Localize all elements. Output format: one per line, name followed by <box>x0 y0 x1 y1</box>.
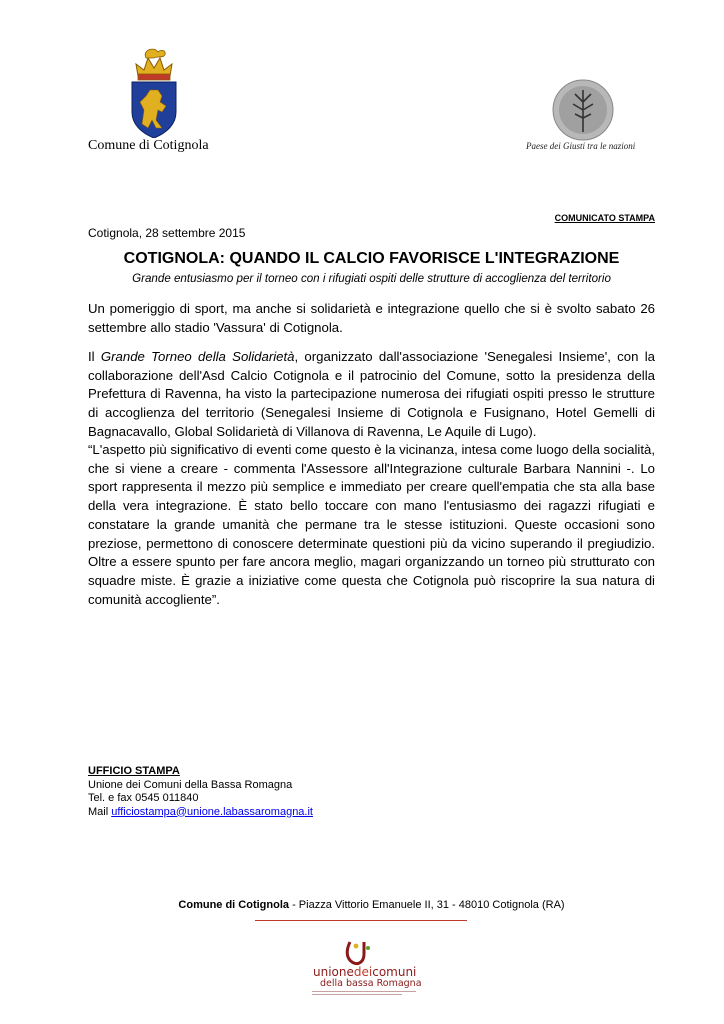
press-office-block <box>88 765 313 819</box>
cotignola-crest-logo <box>128 46 180 138</box>
tournament-name: Grande Torneo della Solidarietà <box>100 349 295 364</box>
press-office-mail-label: Mail <box>88 805 112 818</box>
press-office-title: UFFICIO STAMPA <box>88 765 180 777</box>
subheadline: Grande entusiasmo per il torneo con i rifugiati ospiti delle strutture di accoglienza del territorio <box>132 272 611 285</box>
dateline: Cotignola, 28 settembre 2015 <box>88 226 246 240</box>
unione-logo-text-bottom: della bassa Romagna <box>320 978 422 989</box>
para2-text: , organizzato dall'associazione 'Senegalesi Insieme', con la collaborazione dell'Asd Calcio Cotignola e il patrocinio del Comune, sotto la presidenza della Prefettura di Ravenna, ha visto la partecipazione numerosa dei rifugiati ospiti presso le strutture di accoglienza del territorio (Senegalesi Insieme di Cotignola e Fusignano, Hotel Gemelli di Bagnacavallo, Global Solidarietà di Villanova di Ravenna, Le Aquile di Lugo). <box>88 349 655 439</box>
dei-word: dei <box>353 965 373 979</box>
body-paragraph-1: Un pomeriggio di sport, ma anche si solidarietà e integrazione quello che si è svolto sabato 26 settembre allo stadio 'Vassura' di Cotignola. <box>88 301 655 335</box>
footer-divider <box>255 920 467 921</box>
comune-name: Comune di Cotignola <box>88 138 209 153</box>
press-office-email-link[interactable]: ufficiostampa@unione.labassaromagna.it <box>111 805 313 818</box>
unione-word: unione <box>313 965 354 979</box>
press-office-org: Unione dei Comuni della Bassa Romagna <box>88 778 293 791</box>
comuni-word: comuni <box>372 965 417 979</box>
para2-prefix: Il <box>88 349 101 364</box>
footer-address <box>88 899 655 911</box>
body-paragraph-2 <box>88 348 655 442</box>
giusti-medal-logo <box>548 78 618 142</box>
body-paragraph-3: “L'aspetto più significativo di eventi come questo è la vicinanza, intesa come luogo della socialità, che si viene a creare - commenta l'Assessore all'Integrazione culturale Barbara Nannini -. Lo sport rappresenta il mezzo più semplice e immediato per creare quell'empatia che sta alla base della vera integrazione. È stato bello toccare con mano l'entusiasmo dei ragazzi rifugiati e constatare la grande umanità che permane tra le stesse istituzioni. Queste occasioni sono preziose, permettono di conoscere determinate questioni più da vicino superando il pregiudizio. Oltre a essere spunto per fare ancora meglio, magari organizzando un torneo più strutturato con squadre miste. È grazie a iniziative come questa che Cotignola può riscoprire la sua natura di comunità accogliente”. <box>88 442 655 607</box>
headline: COTIGNOLA: QUANDO IL CALCIO FAVORISCE L'INTEGRAZIONE <box>123 250 620 267</box>
footer-address-text: - Piazza Vittorio Emanuele II, 31 - 48010 Cotignola (RA) <box>289 899 565 911</box>
medal-caption: Paese dei Giusti tra le nazioni <box>526 141 636 151</box>
unione-logo-text-top <box>313 965 416 979</box>
unione-logo-fine-print <box>312 990 416 996</box>
press-office-phone: Tel. e fax 0545 011840 <box>88 792 199 804</box>
footer-comune: Comune di Cotignola <box>178 899 290 911</box>
press-release-label: COMUNICATO STAMPA <box>554 213 655 223</box>
